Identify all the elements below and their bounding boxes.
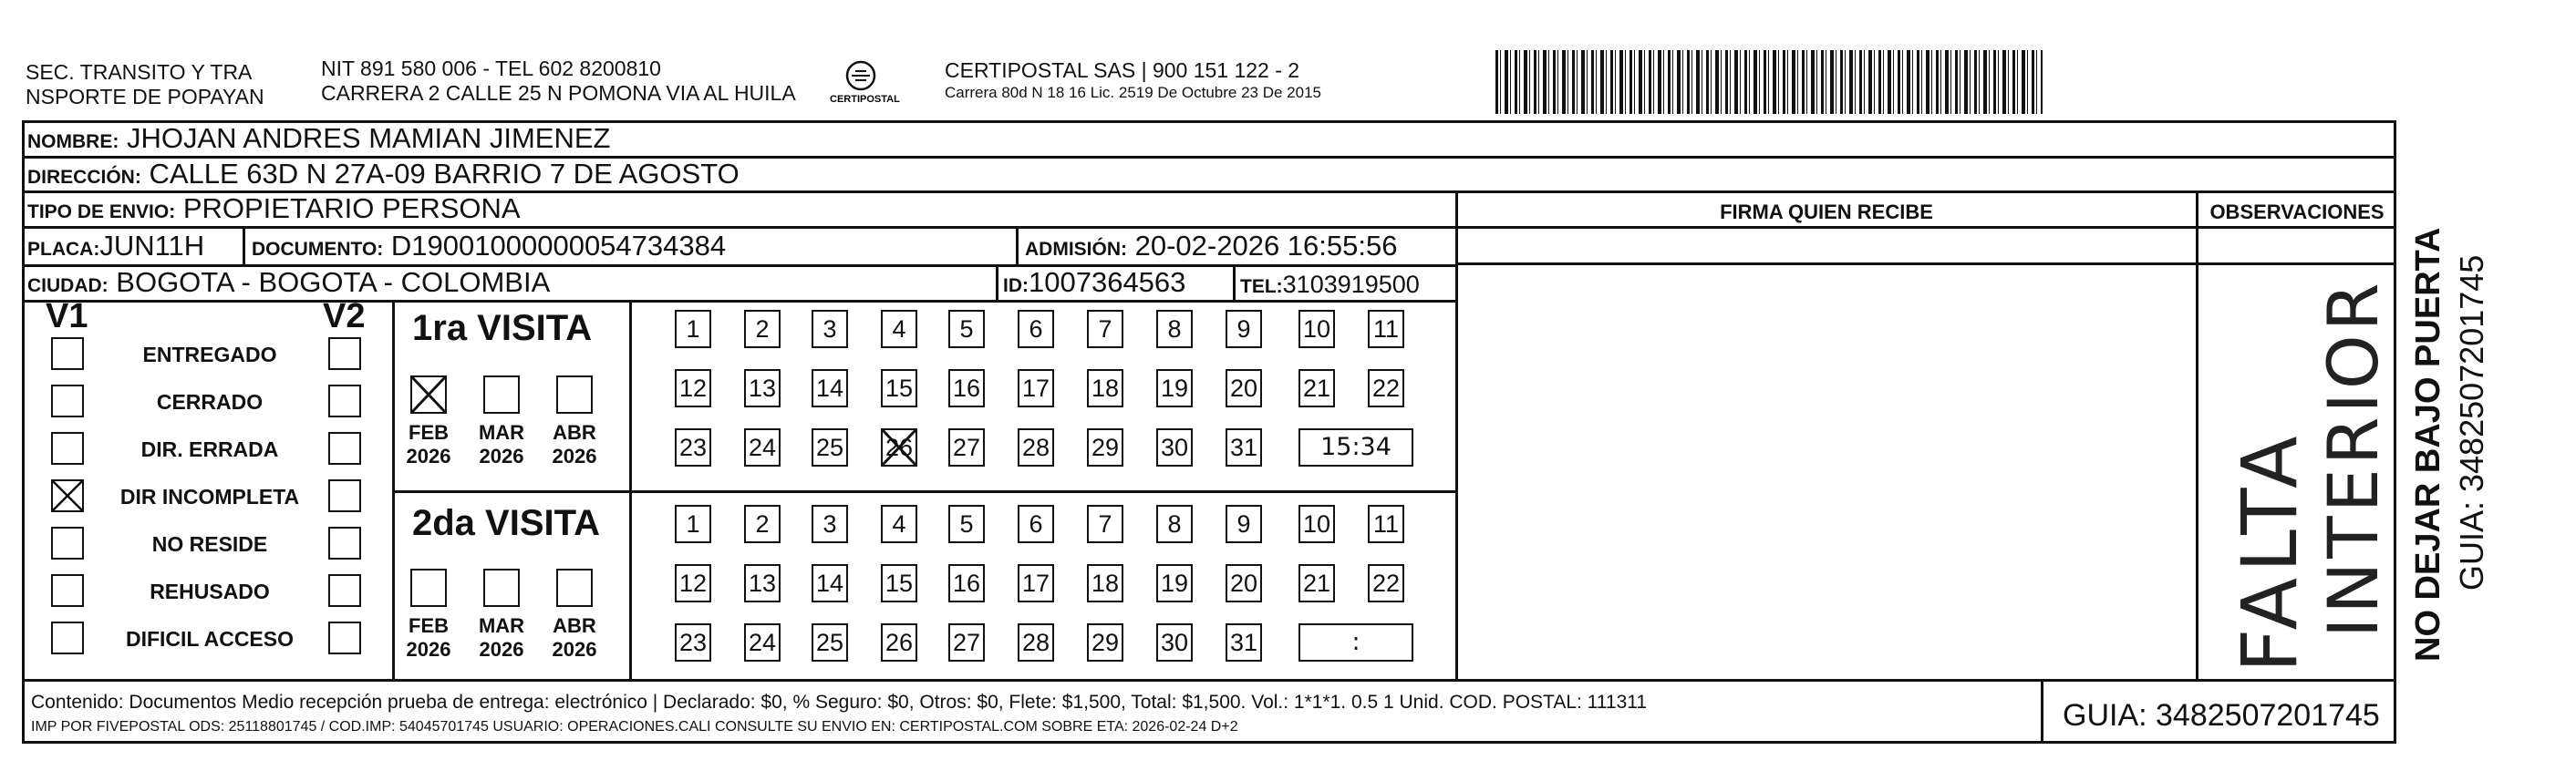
svg-text:CERTIPOSTAL: CERTIPOSTAL [830, 94, 900, 105]
send-type-row [27, 192, 521, 229]
day-box[interactable]: 15 [881, 369, 917, 407]
side-notice: NO DEJAR BAJO PUERTA [2409, 227, 2447, 662]
status-label: DIFICIL ACCESO [125, 627, 294, 651]
day-box[interactable]: 1 [675, 505, 711, 543]
day-box[interactable]: 5 [948, 505, 985, 543]
send-type-value: PROPIETARIO PERSONA [182, 192, 521, 224]
sender-block [26, 60, 264, 109]
footer-print-info: IMP POR FIVEPOSTAL ODS: 25118801745 / COD.IMP: 54045701745 USUARIO: OPERACIONES.CALI CONSULTE SU ENVIO EN: CERTIPOSTAL.COM SOBRE ETA: 2026-02-24 D+2 [31, 719, 1238, 735]
day-box[interactable]: 16 [948, 369, 985, 407]
day-box[interactable]: 24 [744, 623, 781, 662]
certipostal-logo [830, 58, 903, 106]
address-row [27, 158, 740, 194]
plate-cell [27, 230, 204, 266]
day-box[interactable]: 11 [1368, 505, 1404, 543]
id-label: ID: [1003, 275, 1029, 296]
month-checkbox[interactable] [410, 375, 447, 414]
day-box[interactable]: 15 [881, 564, 917, 602]
day-box[interactable]: 12 [675, 564, 711, 602]
day-box[interactable]: 1 [675, 310, 711, 348]
status-v2-checkbox[interactable] [328, 574, 361, 607]
status-label: DIR INCOMPLETA [119, 485, 300, 509]
observation-handwriting-1: FALTA [2225, 430, 2314, 673]
status-v1-checkbox[interactable] [51, 479, 84, 512]
v2-header: V2 [323, 297, 366, 335]
day-box[interactable]: 7 [1087, 310, 1123, 348]
day-box[interactable]: 25 [812, 428, 848, 467]
footer-contents: Contenido: Documentos Medio recepción prueba de entrega: electrónico | Declarado: $0, % Seguro: $0, Otros: $0, Flete: $1,500, Total: $1,500. Vol.: 1*1*1. 0.5 1 Unid. COD. POSTAL: 111311 [31, 692, 1648, 713]
status-v1-checkbox[interactable] [51, 337, 84, 370]
day-box[interactable]: 8 [1156, 505, 1193, 543]
month-checkbox[interactable] [483, 375, 520, 414]
address-label: DIRECCIÓN: [27, 167, 141, 188]
status-v1-checkbox[interactable] [51, 622, 84, 654]
day-box[interactable]: 21 [1298, 564, 1335, 602]
day-box[interactable]: 23 [675, 623, 711, 662]
tel-value: 3103919500 [1282, 271, 1420, 298]
status-v2-checkbox[interactable] [328, 622, 361, 654]
day-box[interactable]: 5 [948, 310, 985, 348]
month-checkbox[interactable] [556, 569, 593, 607]
day-box[interactable]: 22 [1368, 369, 1404, 407]
day-box[interactable]: 3 [812, 310, 848, 348]
status-v2-checkbox[interactable] [328, 527, 361, 560]
document-cell [252, 230, 726, 266]
day-box[interactable]: 26 [881, 623, 917, 662]
recipient-address: CALLE 63D N 27A-09 BARRIO 7 DE AGOSTO [149, 158, 740, 190]
day-box[interactable]: 24 [744, 428, 781, 467]
side-guia: GUIA: 3482507201745 [2453, 254, 2490, 591]
v1-header: V1 [46, 297, 88, 335]
day-box[interactable]: 7 [1087, 505, 1123, 543]
day-box[interactable]: 21 [1298, 369, 1335, 407]
day-box[interactable]: 2 [744, 310, 781, 348]
month-label: ABR 2026 [552, 421, 597, 468]
month-label: FEB 2026 [406, 614, 451, 661]
plate-value: JUN11H [99, 230, 205, 262]
day-box[interactable]: 29 [1087, 428, 1123, 467]
month-label: FEB 2026 [406, 421, 451, 468]
city-cell [27, 266, 550, 303]
status-v2-checkbox[interactable] [328, 337, 361, 370]
status-v1-checkbox[interactable] [51, 432, 84, 465]
status-label: REHUSADO [150, 580, 270, 603]
day-box[interactable]: 6 [1018, 505, 1054, 543]
day-box[interactable]: 18 [1087, 564, 1123, 602]
visit-2-title: 2da VISITA [412, 503, 600, 543]
month-label: ABR 2026 [552, 614, 597, 661]
day-box[interactable]: 25 [812, 623, 848, 662]
day-box[interactable]: 29 [1087, 623, 1123, 662]
day-box[interactable]: 31 [1226, 623, 1262, 662]
day-box[interactable]: 31 [1226, 428, 1262, 467]
day-box[interactable]: 11 [1368, 310, 1404, 348]
recipient-name: JHOJAN ANDRES MAMIAN JIMENEZ [126, 122, 611, 154]
day-box[interactable]: 12 [675, 369, 711, 407]
status-v1-checkbox[interactable] [51, 385, 84, 417]
document-value: D19001000000054734384 [390, 230, 727, 262]
nit-block [321, 57, 796, 106]
signature-header: FIRMA QUIEN RECIBE [1720, 200, 1933, 223]
day-box[interactable]: 27 [948, 428, 985, 467]
status-label: NO RESIDE [151, 532, 268, 556]
status-v1-checkbox[interactable] [51, 574, 84, 607]
day-box[interactable]: 20 [1226, 369, 1262, 407]
day-box[interactable]: 13 [744, 369, 781, 407]
time-box[interactable]: 15:34 [1298, 428, 1413, 467]
admission-value: 20-02-2026 16:55:56 [1134, 230, 1398, 262]
day-box[interactable]: 2 [744, 505, 781, 543]
id-cell [1003, 266, 1185, 303]
day-box[interactable]: 4 [881, 310, 917, 348]
sender-line-2: NSPORTE DE POPAYAN [26, 85, 264, 108]
admission-label: ADMISIÓN: [1025, 239, 1127, 260]
day-box[interactable]: 19 [1156, 369, 1193, 407]
day-box[interactable]: 22 [1368, 564, 1404, 602]
day-box[interactable]: 16 [948, 564, 985, 602]
day-box[interactable]: 9 [1226, 505, 1262, 543]
day-box[interactable]: 13 [744, 564, 781, 602]
nit-line-1: NIT 891 580 006 - TEL 602 8200810 [321, 57, 661, 80]
day-box[interactable]: 26 [881, 428, 917, 467]
status-label: DIR. ERRADA [140, 437, 279, 461]
day-box[interactable]: 30 [1156, 428, 1193, 467]
month-checkbox[interactable] [556, 375, 593, 414]
day-box[interactable]: 8 [1156, 310, 1193, 348]
month-checkbox[interactable] [410, 569, 447, 607]
day-box[interactable]: 10 [1298, 310, 1335, 348]
day-box[interactable]: 4 [881, 505, 917, 543]
send-type-label: TIPO DE ENVIO: [27, 201, 176, 222]
tel-label: TEL: [1240, 276, 1283, 297]
day-box[interactable]: 17 [1018, 564, 1054, 602]
day-box[interactable]: 14 [812, 564, 848, 602]
nit-line-2: CARRERA 2 CALLE 25 N POMONA VIA AL HUILA [321, 81, 796, 105]
status-v2-checkbox[interactable] [328, 432, 361, 465]
name-label: NOMBRE: [27, 131, 119, 152]
day-box[interactable]: 10 [1298, 505, 1335, 543]
day-box[interactable]: 30 [1156, 623, 1193, 662]
footer-guia: GUIA: 3482507201745 [2063, 698, 2380, 733]
status-label: CERRADO [156, 390, 264, 414]
month-checkbox[interactable] [483, 569, 520, 607]
day-box[interactable]: 27 [948, 623, 985, 662]
status-v1-checkbox[interactable] [51, 527, 84, 560]
month-label: MAR 2026 [478, 421, 525, 468]
barcode [1495, 50, 2043, 114]
status-v2-checkbox[interactable] [328, 385, 361, 417]
status-v2-checkbox[interactable] [328, 479, 361, 512]
day-box[interactable]: 9 [1226, 310, 1262, 348]
day-box[interactable]: 17 [1018, 369, 1054, 407]
city-label: CIUDAD: [27, 275, 109, 296]
observations-header: OBSERVACIONES [2209, 200, 2385, 223]
day-box[interactable]: 3 [812, 505, 848, 543]
visit-1-title: 1ra VISITA [412, 308, 593, 348]
day-box[interactable]: 18 [1087, 369, 1123, 407]
day-box[interactable]: 28 [1018, 428, 1054, 467]
day-box[interactable]: 23 [675, 428, 711, 467]
day-box[interactable]: 6 [1018, 310, 1054, 348]
tel-cell [1240, 268, 1420, 303]
observation-handwriting-2: INTERIOR [2312, 279, 2394, 638]
carrier-line-1: CERTIPOSTAL SAS | 900 151 122 - 2 [945, 58, 1300, 82]
time-box[interactable]: : [1298, 623, 1413, 662]
admission-cell [1025, 230, 1397, 266]
sender-line-1: SEC. TRANSITO Y TRA [26, 60, 253, 84]
id-value: 1007364563 [1029, 266, 1186, 298]
day-box[interactable]: 19 [1156, 564, 1193, 602]
status-label: ENTREGADO [142, 343, 277, 366]
city-value: BOGOTA - BOGOTA - COLOMBIA [116, 266, 551, 298]
month-label: MAR 2026 [478, 614, 525, 661]
name-row [27, 122, 610, 159]
day-box[interactable]: 14 [812, 369, 848, 407]
document-label: DOCUMENTO: [252, 239, 384, 260]
day-box[interactable]: 28 [1018, 623, 1054, 662]
carrier-block [945, 58, 1321, 103]
carrier-line-2: Carrera 80d N 18 16 Lic. 2519 De Octubre 23 De 2015 [945, 84, 1321, 101]
logo-mark-icon [830, 58, 903, 106]
plate-label: PLACA: [27, 239, 100, 260]
day-box[interactable]: 20 [1226, 564, 1262, 602]
